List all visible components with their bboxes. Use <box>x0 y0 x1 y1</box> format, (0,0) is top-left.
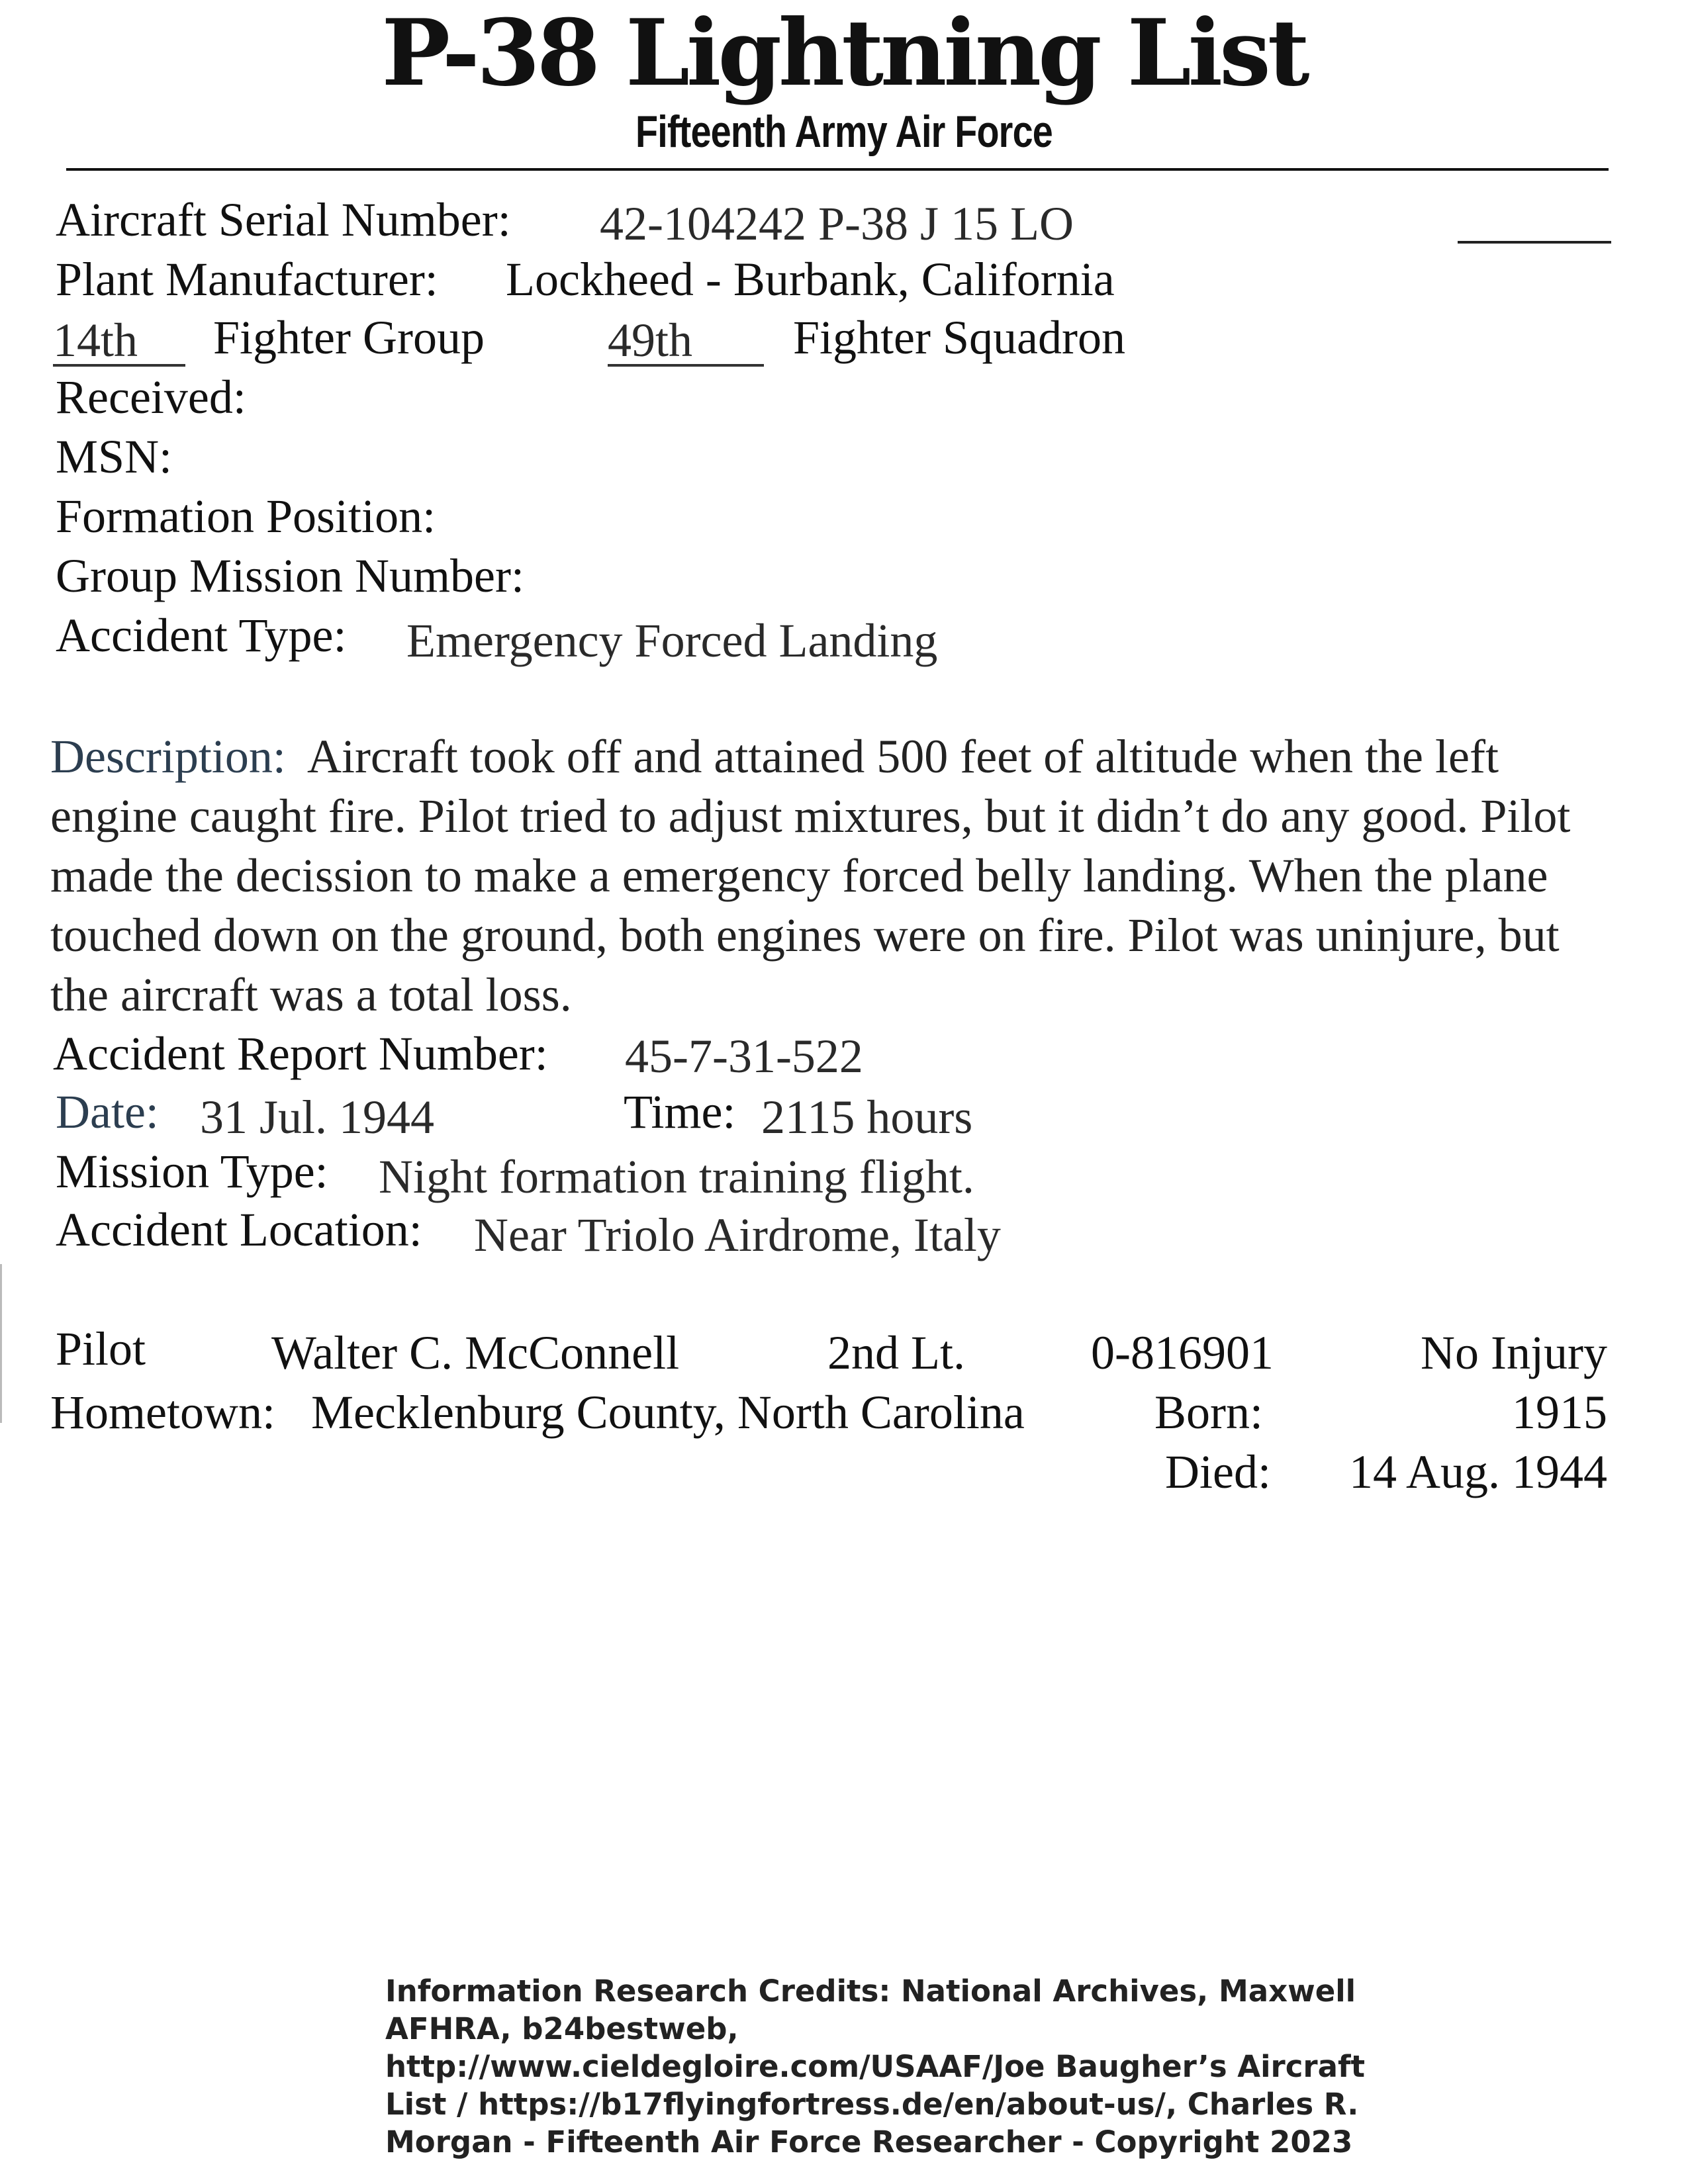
date-value: 31 Jul. 1944 <box>200 1091 435 1144</box>
crew-name: Walter C. McConnell <box>271 1326 680 1379</box>
died-label: Died: <box>1165 1445 1271 1498</box>
hometown-value: Mecklenburg County, North Carolina <box>311 1386 1025 1439</box>
description-block <box>50 727 1626 1024</box>
received-label: Received: <box>56 371 246 424</box>
accident-location-label: Accident Location: <box>56 1203 422 1256</box>
time-value: 2115 hours <box>761 1091 973 1144</box>
crew-serial-number: 0-816901 <box>1091 1326 1274 1379</box>
crew-status: No Injury <box>1421 1326 1607 1379</box>
mission-type-label: Mission Type: <box>56 1145 328 1198</box>
description-text: Aircraft took off and attained 500 feet of altitude when the left engine caught fire. Pilot tried to adjust mixtures, but it didn’t do any good. Pilot made the decission to make a emergency forced belly landing. When the plane touched down on the ground, both engines were on fire. Pilot was uninjure, but the aircraft was a total loss. <box>50 730 1571 1021</box>
fighter-group-label: Fighter Group <box>213 311 485 364</box>
blank-line <box>1458 241 1611 244</box>
research-credits: Information Research Credits: National Archives, Maxwell AFHRA, b24bestweb, http://www.cieldegloire.com/USAAF/Joe Baugher’s Aircraft List / https://b17flyingfortress.de/en/about-us/, Charles R. Morgan - Fifteenth Air Force Researcher - Copyright 2023 <box>385 1974 1366 2160</box>
page-title: P-38 Lightning List <box>381 0 1307 107</box>
accident-report-number-value: 45-7-31-522 <box>625 1030 863 1083</box>
page-subtitle: Fifteenth Army Air Force <box>635 107 1053 157</box>
margin-mark <box>0 1264 2 1423</box>
born-value: 1915 <box>1512 1386 1607 1439</box>
header-divider <box>66 168 1609 171</box>
died-value: 14 Aug. 1944 <box>1348 1445 1607 1498</box>
fighter-group-value: 14th <box>53 316 185 367</box>
fighter-squadron-label: Fighter Squadron <box>793 311 1125 364</box>
date-label: Date: <box>56 1085 159 1138</box>
description-label: Description: <box>50 730 286 783</box>
fighter-squadron-value: 49th <box>608 316 764 367</box>
serial-number-value: 42-104242 P-38 J 15 LO <box>600 197 1074 250</box>
accident-report-number-label: Accident Report Number: <box>53 1027 548 1080</box>
plant-manufacturer-label: Plant Manufacturer: <box>56 253 438 306</box>
accident-type-label: Accident Type: <box>56 609 347 662</box>
formation-position-label: Formation Position: <box>56 490 436 543</box>
mission-type-value: Night formation training flight. <box>379 1150 974 1203</box>
plant-manufacturer-value: Lockheed - Burbank, California <box>506 253 1115 306</box>
accident-type-value: Emergency Forced Landing <box>406 614 938 667</box>
crew-role: Pilot <box>56 1322 146 1375</box>
born-label: Born: <box>1154 1386 1264 1439</box>
crew-rank: 2nd Lt. <box>827 1326 965 1379</box>
hometown-label: Hometown: <box>50 1386 275 1439</box>
msn-label: MSN: <box>56 430 173 483</box>
group-mission-number-label: Group Mission Number: <box>56 549 524 602</box>
accident-location-value: Near Triolo Airdrome, Italy <box>474 1208 1001 1261</box>
time-label: Time: <box>624 1085 736 1138</box>
serial-number-label: Aircraft Serial Number: <box>56 193 511 246</box>
